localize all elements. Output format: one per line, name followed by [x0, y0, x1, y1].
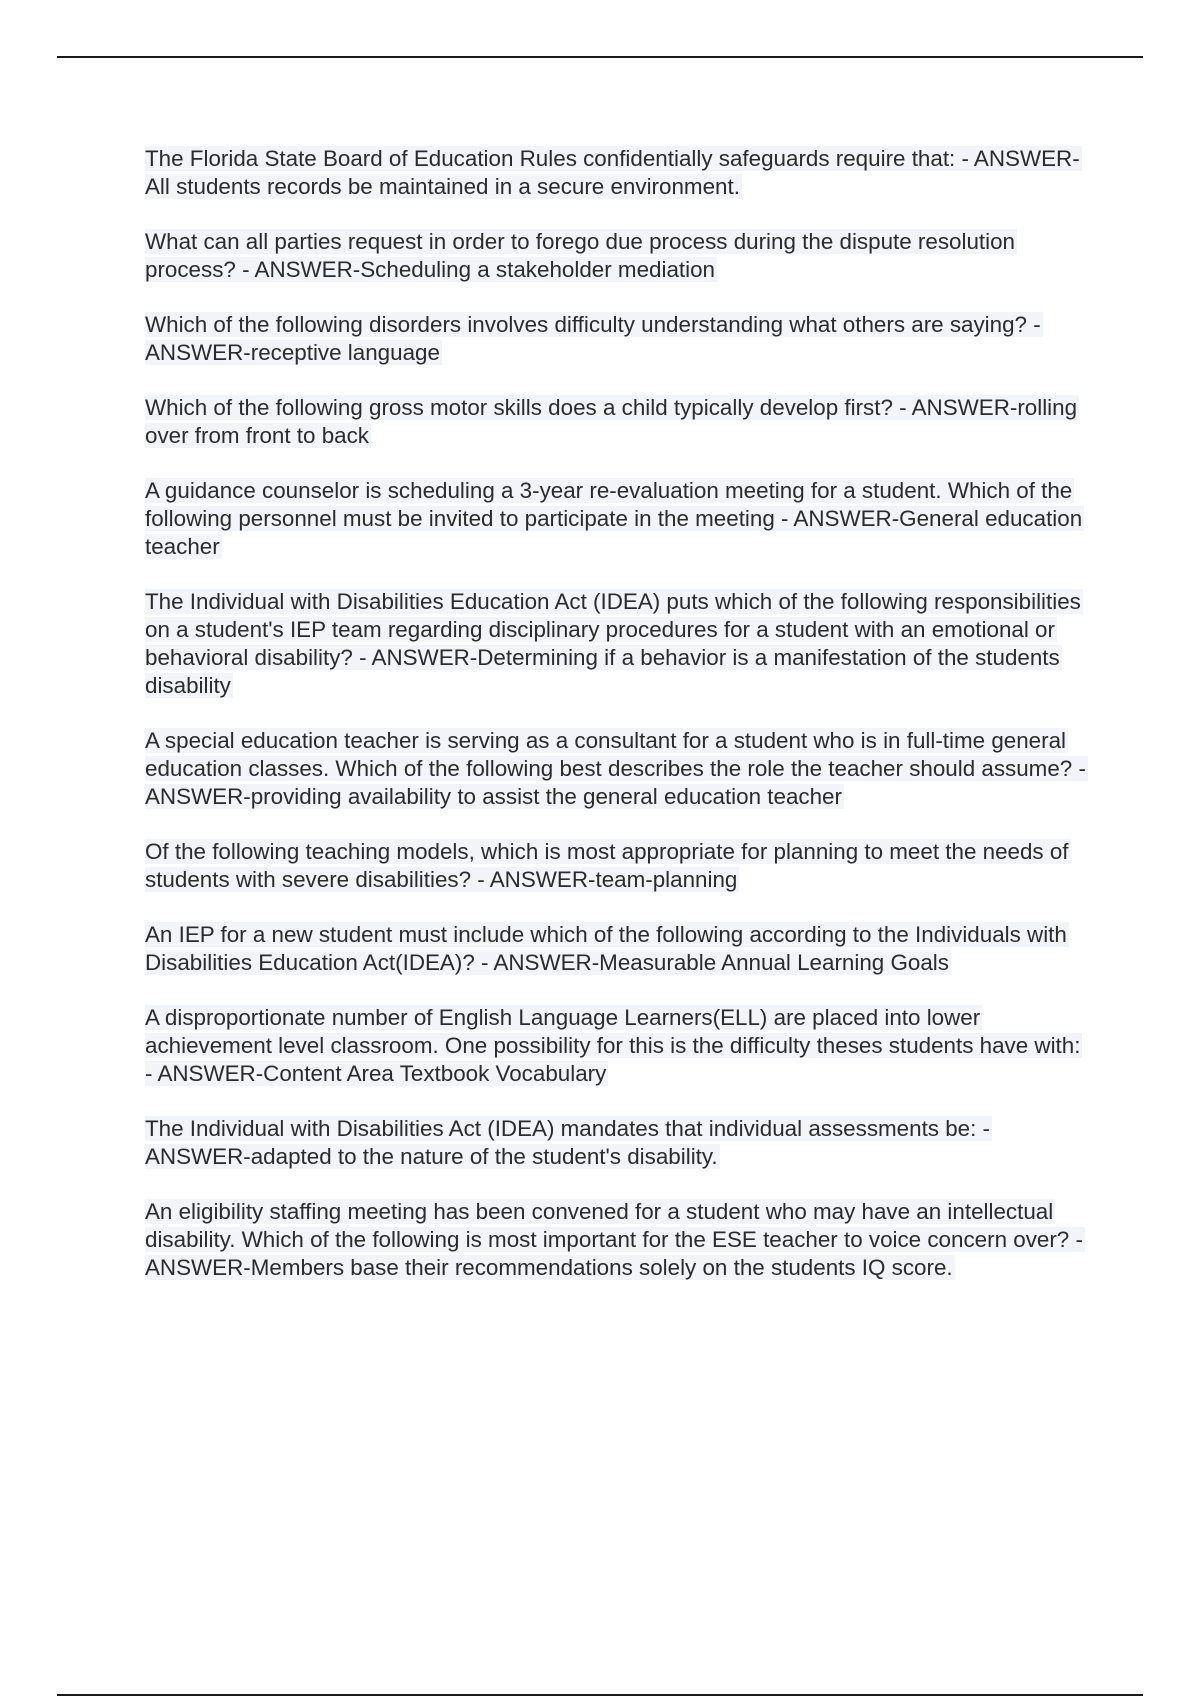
qa-item: Of the following teaching models, which is most appropriate for planning to meet the needs of students with severe disabilities? - ANSWER-team-planning: [145, 839, 1069, 892]
header-rule: [57, 56, 1143, 58]
qa-item: The Individual with Disabilities Education Act (IDEA) puts which of the following responsibilities on a student's IEP team regarding disciplinary procedures for a student with an emotional or behavioral disability? - ANSWER-Determining if a behavior is a manifestation of the students disability: [145, 589, 1081, 698]
qa-item: A guidance counselor is scheduling a 3-year re-evaluation meeting for a student. Which of the following personnel must be invited to participate in the meeting - ANSWER-General education teacher: [145, 478, 1083, 559]
qa-item: The Florida State Board of Education Rules confidentially safeguards require that: - ANSWER-All students records be maintained in a secure environment.: [145, 146, 1080, 199]
qa-item: An eligibility staffing meeting has been convened for a student who may have an intellectual disability. Which of the following is most important for the ESE teacher to voice concern over? - ANSWER-Members base their recommendations solely on the students IQ score.: [145, 1199, 1083, 1280]
qa-item: An IEP for a new student must include which of the following according to the Individuals with Disabilities Education Act(IDEA)? - ANSWER-Measurable Annual Learning Goals: [145, 922, 1067, 975]
qa-item: A special education teacher is serving as a consultant for a student who is in full-time general education classes. Which of the following best describes the role the teacher should assume? - ANSWER-providing availability to assist the general education teacher: [145, 728, 1086, 809]
footer-rule: [57, 1694, 1143, 1696]
qa-item: Which of the following disorders involves difficulty understanding what others are saying? - ANSWER-receptive language: [145, 312, 1041, 365]
qa-item: Which of the following gross motor skills does a child typically develop first? - ANSWER-rolling over from front to back: [145, 395, 1078, 448]
document-body: [145, 145, 1090, 1309]
qa-item: What can all parties request in order to forego due process during the dispute resolution process? - ANSWER-Scheduling a stakeholder mediation: [145, 229, 1016, 282]
qa-item: The Individual with Disabilities Act (IDEA) mandates that individual assessments be: - ANSWER-adapted to the nature of the student's disability.: [145, 1116, 991, 1169]
qa-item: A disproportionate number of English Language Learners(ELL) are placed into lower achievement level classroom. One possibility for this is the difficulty theses students have with: - ANSWER-Content Area Textbook Vocabulary: [145, 1005, 1081, 1086]
